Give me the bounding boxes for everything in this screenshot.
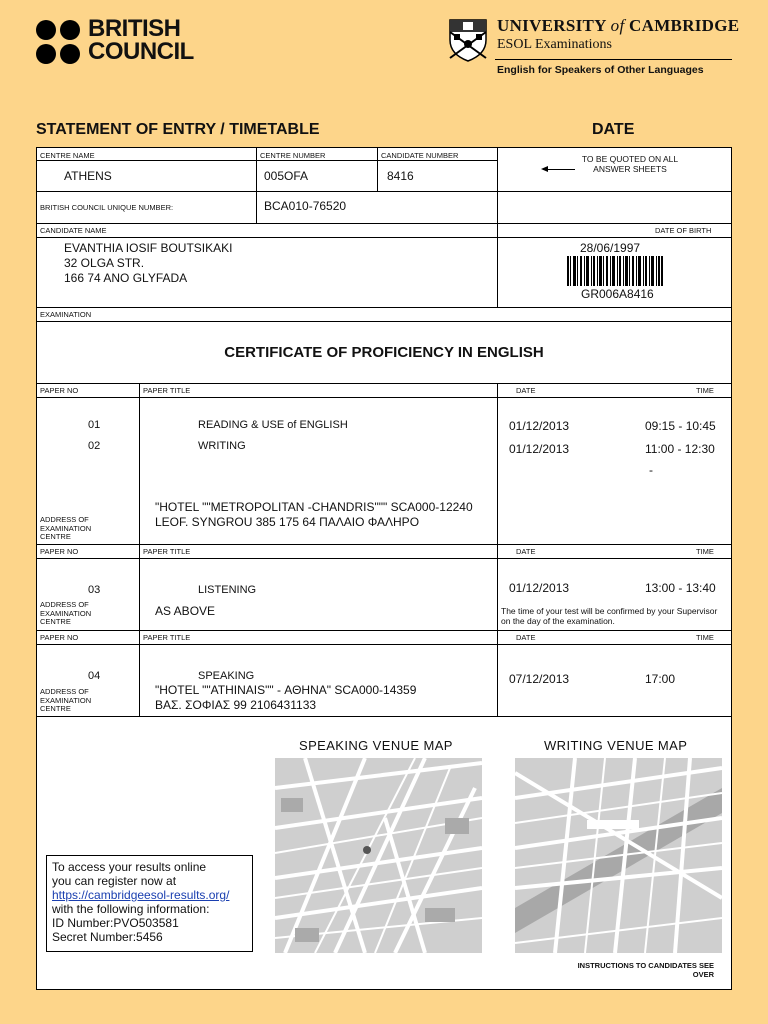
divider: [36, 630, 732, 631]
paper-date: 01/12/2013: [509, 419, 570, 433]
paper-time: 09:15 - 10:45: [645, 419, 716, 433]
cambridge-crest-icon: [448, 18, 488, 62]
paper-title: LISTENING: [198, 584, 257, 596]
speaking-map-title: SPEAKING VENUE MAP: [299, 738, 453, 753]
barcode-text: GR006A8416: [581, 287, 654, 301]
address-label: ADDRESS OF EXAMINATION CENTRE: [40, 687, 92, 713]
writing-venue-map[interactable]: [515, 758, 722, 953]
instructions-note: INSTRUCTIONS TO CANDIDATES SEE OVER: [577, 961, 714, 979]
results-link[interactable]: https://cambridgeesol-results.org/: [52, 888, 230, 902]
divider: [36, 716, 732, 717]
divider: [256, 147, 257, 223]
results-text-line: To access your results online: [52, 860, 207, 874]
results-access-box: [46, 855, 253, 952]
divider: [497, 147, 498, 307]
results-secret-line: Secret Number:5456: [52, 930, 163, 944]
divider: [497, 383, 498, 716]
time-notice: The time of your test will be confirmed by your Supervisor on the day of the examination.: [501, 606, 718, 626]
time-dash: -: [649, 463, 653, 477]
date-label: DATE: [516, 633, 536, 642]
bc-unique-value: BCA010-76520: [264, 199, 347, 213]
bc-unique-label: BRITISH COUNCIL UNIQUE NUMBER:: [40, 203, 174, 212]
centre-name-value: ATHENS: [64, 169, 112, 183]
date-label: DATE: [516, 547, 536, 556]
paper-time: 13:00 - 13:40: [645, 581, 716, 595]
date-label: DATE: [516, 386, 536, 395]
paper-title-label: PAPER TITLE: [143, 633, 191, 642]
cambridge-title: UNIVERSITY of CAMBRIDGE: [497, 16, 740, 35]
paper-no-label: PAPER NO: [40, 386, 79, 395]
address-label: ADDRESS OF EXAMINATION CENTRE: [40, 600, 92, 626]
divider: [36, 307, 732, 308]
paper-title: WRITING: [198, 440, 246, 452]
candidate-number-label: CANDIDATE NUMBER: [381, 151, 459, 160]
results-text-line: with the following information:: [52, 902, 210, 916]
centre-name-label: CENTRE NAME: [40, 151, 95, 160]
centre-number-label: CENTRE NUMBER: [260, 151, 326, 160]
examination-title: CERTIFICATE OF PROFICIENCY IN ENGLISH: [224, 344, 544, 361]
centre-number-value: 005OFA: [264, 169, 309, 183]
venue-line: "HOTEL ""METROPOLITAN -CHANDRIS""" SCA000-12240: [155, 500, 473, 514]
divider: [36, 223, 732, 224]
candidate-name-value: EVANTHIA IOSIF BOUTSIKAKI: [64, 241, 233, 255]
paper-no: 03: [88, 584, 101, 596]
results-text-line: you can register now at: [52, 874, 177, 888]
candidate-name-label: CANDIDATE NAME: [40, 226, 107, 235]
paper-title: READING & USE of ENGLISH: [198, 419, 348, 431]
paper-no: 01: [88, 419, 101, 431]
time-label: TIME: [696, 386, 714, 395]
paper-date: 07/12/2013: [509, 672, 570, 686]
cambridge-subtitle: ESOL Examinations: [497, 37, 612, 52]
paper-date: 01/12/2013: [509, 581, 570, 595]
candidate-address-line1: 32 OLGA STR.: [64, 256, 145, 270]
venue-line: LEOF. SYNGROU 385 175 64 ΠΑΛΑΙΟ ΦΑΛΗΡΟ: [155, 515, 420, 529]
venue-line: AS ABOVE: [155, 604, 216, 618]
address-label: ADDRESS OF EXAMINATION CENTRE: [40, 515, 92, 541]
time-label: TIME: [696, 547, 714, 556]
paper-time: 17:00: [645, 672, 676, 686]
examination-label: EXAMINATION: [40, 310, 92, 319]
divider: [36, 237, 732, 238]
dob-value: 28/06/1997: [580, 241, 641, 255]
paper-title-label: PAPER TITLE: [143, 547, 191, 556]
venue-line: "HOTEL ""ATHINAIS"" - ΑΘΗΝΑ" SCA000-14359: [155, 683, 417, 697]
british-council-logo: [36, 15, 206, 68]
arrow-left-icon: [543, 169, 575, 170]
divider: [377, 147, 378, 191]
divider: [36, 397, 732, 398]
speaking-venue-map[interactable]: [275, 758, 482, 953]
divider: [36, 321, 732, 322]
paper-date: 01/12/2013: [509, 442, 570, 456]
time-label: TIME: [696, 633, 714, 642]
header-divider: [495, 59, 732, 60]
paper-title-label: PAPER TITLE: [143, 386, 191, 395]
paper-no: 02: [88, 440, 101, 452]
divider: [36, 644, 732, 645]
date-title: DATE: [592, 121, 635, 138]
divider: [36, 191, 732, 192]
barcode-image: [567, 256, 663, 286]
divider: [36, 544, 732, 545]
british-council-wordmark: BRITISH COUNCIL: [88, 15, 194, 65]
divider: [139, 383, 140, 716]
cambridge-tagline: English for Speakers of Other Languages: [497, 64, 704, 76]
paper-no: 04: [88, 670, 101, 682]
writing-map-title: WRITING VENUE MAP: [544, 738, 688, 753]
paper-title: SPEAKING: [198, 670, 255, 682]
paper-time: 11:00 - 12:30: [645, 442, 715, 456]
paper-no-label: PAPER NO: [40, 633, 79, 642]
british-council-dots-icon: [36, 20, 82, 66]
street-map-image: [275, 758, 482, 953]
street-map-image: [515, 758, 722, 953]
candidate-number-value: 8416: [387, 169, 414, 183]
paper-no-label: PAPER NO: [40, 547, 79, 556]
candidate-address-line2: 166 74 ANO GLYFADA: [64, 271, 188, 285]
quote-note: TO BE QUOTED ON ALL ANSWER SHEETS: [581, 154, 679, 174]
venue-line: ΒΑΣ. ΣΟΦΙΑΣ 99 2106431133: [155, 698, 317, 712]
results-id-line: ID Number:PVO503581: [52, 916, 179, 930]
divider: [36, 383, 732, 384]
statement-title: STATEMENT OF ENTRY / TIMETABLE: [36, 121, 320, 138]
divider: [36, 558, 732, 559]
dob-label: DATE OF BIRTH: [655, 226, 712, 235]
divider: [36, 160, 498, 161]
